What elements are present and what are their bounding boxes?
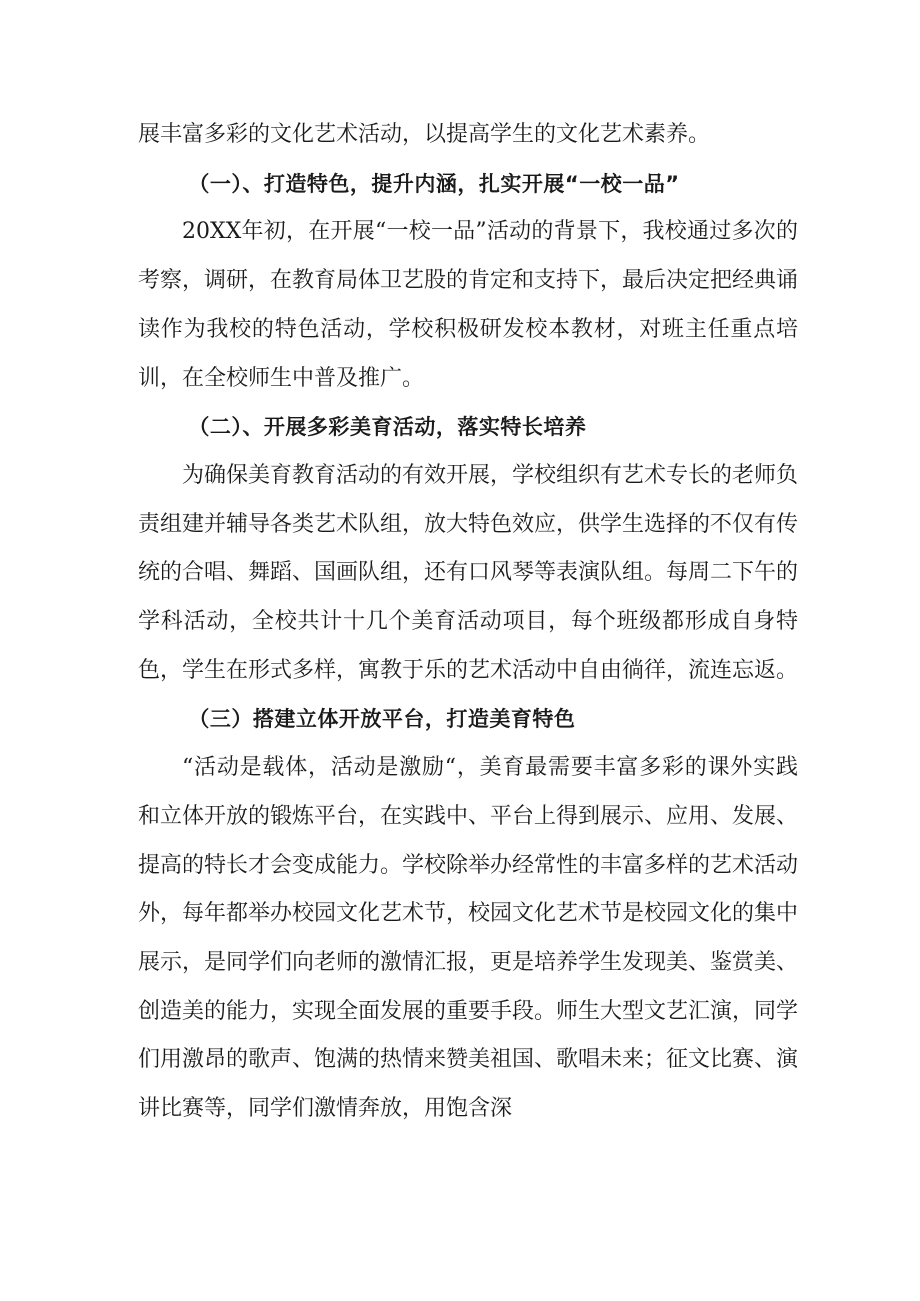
section-paragraph-2: 为确保美育教育活动的有效开展，学校组织有艺术专长的老师负责组建并辅导各类艺术队组，放大特色效应，供学生选择的不仅有传统的合唱、舞蹈、国画队组，还有口风琴等表演队组。每周二下午的学科活动，全校共计十几个美育活动项目，每个班级都形成自身特色，学生在形式多样，寓教于乐的艺术活动中自由徜徉，流连忘返。: [138, 462, 799, 683]
intro-paragraph: 展丰富多彩的文化艺术活动，以提高学生的文化艺术素养。: [138, 122, 711, 147]
section-heading-2: （二）、开展多彩美育活动，落实特长培养: [188, 415, 587, 440]
section-heading-3: （三）搭建立体开放平台，打造美育特色: [188, 707, 576, 732]
section-heading-1: （一）、打造特色，提升内涵，扎实开展“一校一品”: [188, 171, 680, 196]
section-paragraph-1: 20XX年初，在开展“一校一品”活动的背景下，我校通过多次的考察，调研，在教育局体卫艺股的肯定和支持下，最后决定把经典诵读作为我校的特色活动，学校积极研发校本教材，对班主任重点培训，在全校师生中普及推广。: [138, 219, 799, 391]
document-body: [138, 111, 798, 1134]
section-paragraph-3: “活动是载体，活动是激励“，美育最需要丰富多彩的课外实践和立体开放的锻炼平台，在实践中、平台上得到展示、应用、发展、提高的特长才会变成能力。学校除举办经常性的丰富多样的艺术活动外，每年都举办校园文化艺术节，校园文化艺术节是校园文化的集中展示，是同学们向老师的激情汇报，更是培养学生发现美、鉴赏美、创造美的能力，实现全面发展的重要手段。师生大型文艺汇演，同学们用激昂的歌声、饱满的热情来赞美祖国、歌唱未来；征文比赛、演讲比赛等，同学们激情奔放，用饱含深: [138, 755, 799, 1122]
